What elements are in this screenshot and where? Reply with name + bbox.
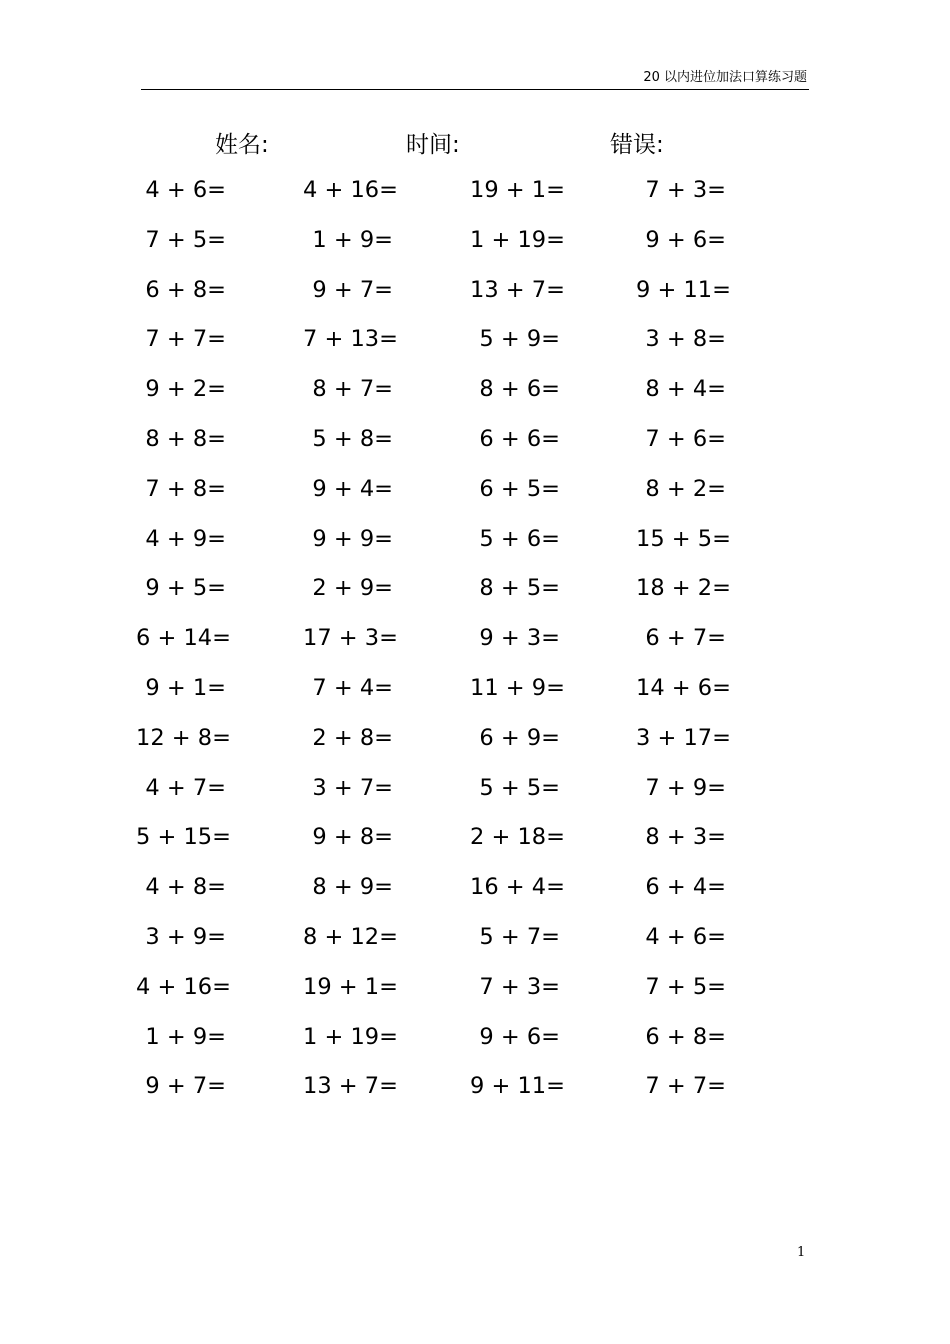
problem-row xyxy=(0,817,950,867)
problem-item: 7 + 3= xyxy=(645,177,726,203)
problem-row xyxy=(0,319,950,369)
time-label: 时间: xyxy=(406,132,460,158)
problem-item: 13 + 7= xyxy=(470,276,565,303)
problem-item: 9 + 11= xyxy=(636,276,731,303)
problem-item: 9 + 9= xyxy=(312,525,393,552)
problem-item: 7 + 4= xyxy=(312,674,393,701)
problem-item: 7 + 5= xyxy=(645,973,726,1000)
problem-item: 7 + 3= xyxy=(479,973,560,1000)
problem-item: 4 + 6= xyxy=(645,923,726,950)
name-label: 姓名: xyxy=(215,132,269,158)
problem-row xyxy=(0,419,950,469)
problem-item: 3 + 9= xyxy=(145,923,226,950)
problem-row xyxy=(0,170,950,220)
errors-label: 错误: xyxy=(610,132,664,158)
problem-item: 5 + 8= xyxy=(312,425,393,452)
problem-item: 9 + 2= xyxy=(145,376,226,403)
problem-row xyxy=(0,369,950,419)
problem-item: 4 + 8= xyxy=(145,874,226,901)
problem-item: 7 + 7= xyxy=(145,326,226,353)
header-rule xyxy=(141,89,809,90)
problem-item: 17 + 3= xyxy=(303,625,398,652)
problem-row xyxy=(0,1017,950,1067)
problem-row xyxy=(0,718,950,768)
problem-row xyxy=(0,768,950,818)
problem-row xyxy=(0,917,950,967)
problem-item: 3 + 17= xyxy=(636,724,731,751)
problem-item: 6 + 9= xyxy=(479,724,560,751)
problem-item: 3 + 7= xyxy=(312,774,393,801)
problem-item: 5 + 5= xyxy=(479,774,560,801)
problem-item: 8 + 8= xyxy=(145,425,226,452)
problem-item: 2 + 8= xyxy=(312,724,393,751)
problem-row xyxy=(0,469,950,519)
problem-row xyxy=(0,967,950,1017)
problem-item: 9 + 7= xyxy=(145,1073,226,1100)
problem-item: 18 + 2= xyxy=(636,575,731,602)
problem-item: 9 + 5= xyxy=(145,575,226,602)
problem-item: 4 + 6= xyxy=(145,177,226,203)
problem-row xyxy=(0,568,950,618)
problem-item: 4 + 16= xyxy=(136,973,231,1000)
problem-item: 5 + 15= xyxy=(136,824,231,851)
problem-row xyxy=(0,1066,950,1116)
problem-item: 6 + 5= xyxy=(479,475,560,502)
problem-item: 13 + 7= xyxy=(303,1073,398,1100)
problem-item: 8 + 6= xyxy=(479,376,560,403)
problem-item: 14 + 6= xyxy=(636,674,731,701)
problem-item: 5 + 9= xyxy=(479,326,560,353)
problem-item: 9 + 11= xyxy=(470,1073,565,1100)
problem-row xyxy=(0,220,950,270)
problem-grid xyxy=(0,170,950,1116)
problem-item: 1 + 19= xyxy=(470,226,565,253)
problem-item: 1 + 9= xyxy=(145,1023,226,1050)
problem-item: 9 + 6= xyxy=(479,1023,560,1050)
problem-item: 7 + 8= xyxy=(145,475,226,502)
problem-item: 6 + 8= xyxy=(145,276,226,303)
problem-item: 8 + 9= xyxy=(312,874,393,901)
problem-item: 5 + 7= xyxy=(479,923,560,950)
problem-item: 7 + 13= xyxy=(303,326,398,353)
problem-item: 6 + 8= xyxy=(645,1023,726,1050)
problem-item: 4 + 7= xyxy=(145,774,226,801)
problem-item: 7 + 7= xyxy=(645,1073,726,1100)
problem-row xyxy=(0,270,950,320)
problem-row xyxy=(0,668,950,718)
problem-item: 19 + 1= xyxy=(470,177,565,203)
problem-item: 4 + 16= xyxy=(303,177,398,203)
problem-item: 7 + 6= xyxy=(645,425,726,452)
problem-item: 4 + 9= xyxy=(145,525,226,552)
problem-row xyxy=(0,519,950,569)
problem-item: 19 + 1= xyxy=(303,973,398,1000)
problem-item: 11 + 9= xyxy=(470,674,565,701)
problem-item: 8 + 3= xyxy=(645,824,726,851)
problem-item: 8 + 2= xyxy=(645,475,726,502)
problem-item: 1 + 19= xyxy=(303,1023,398,1050)
problem-item: 9 + 3= xyxy=(479,625,560,652)
problem-item: 9 + 8= xyxy=(312,824,393,851)
problem-item: 6 + 4= xyxy=(645,874,726,901)
problem-item: 8 + 4= xyxy=(645,376,726,403)
header-title: 20 以内进位加法口算练习题 xyxy=(643,70,807,85)
student-info-row xyxy=(0,126,950,158)
problem-item: 8 + 12= xyxy=(303,923,398,950)
problem-item: 7 + 9= xyxy=(645,774,726,801)
problem-item: 8 + 5= xyxy=(479,575,560,602)
problem-row xyxy=(0,618,950,668)
problem-item: 7 + 5= xyxy=(145,226,226,253)
problem-item: 6 + 6= xyxy=(479,425,560,452)
problem-item: 6 + 7= xyxy=(645,625,726,652)
problem-item: 5 + 6= xyxy=(479,525,560,552)
problem-item: 1 + 9= xyxy=(312,226,393,253)
problem-item: 15 + 5= xyxy=(636,525,731,552)
problem-item: 16 + 4= xyxy=(470,874,565,901)
problem-item: 2 + 9= xyxy=(312,575,393,602)
problem-row xyxy=(0,867,950,917)
problem-item: 6 + 14= xyxy=(136,625,231,652)
problem-item: 9 + 1= xyxy=(145,674,226,701)
problem-item: 3 + 8= xyxy=(645,326,726,353)
page-number: 1 xyxy=(797,1245,806,1260)
problem-item: 9 + 4= xyxy=(312,475,393,502)
problem-item: 8 + 7= xyxy=(312,376,393,403)
problem-item: 9 + 6= xyxy=(645,226,726,253)
problem-item: 2 + 18= xyxy=(470,824,565,851)
problem-item: 12 + 8= xyxy=(136,724,231,751)
problem-item: 9 + 7= xyxy=(312,276,393,303)
